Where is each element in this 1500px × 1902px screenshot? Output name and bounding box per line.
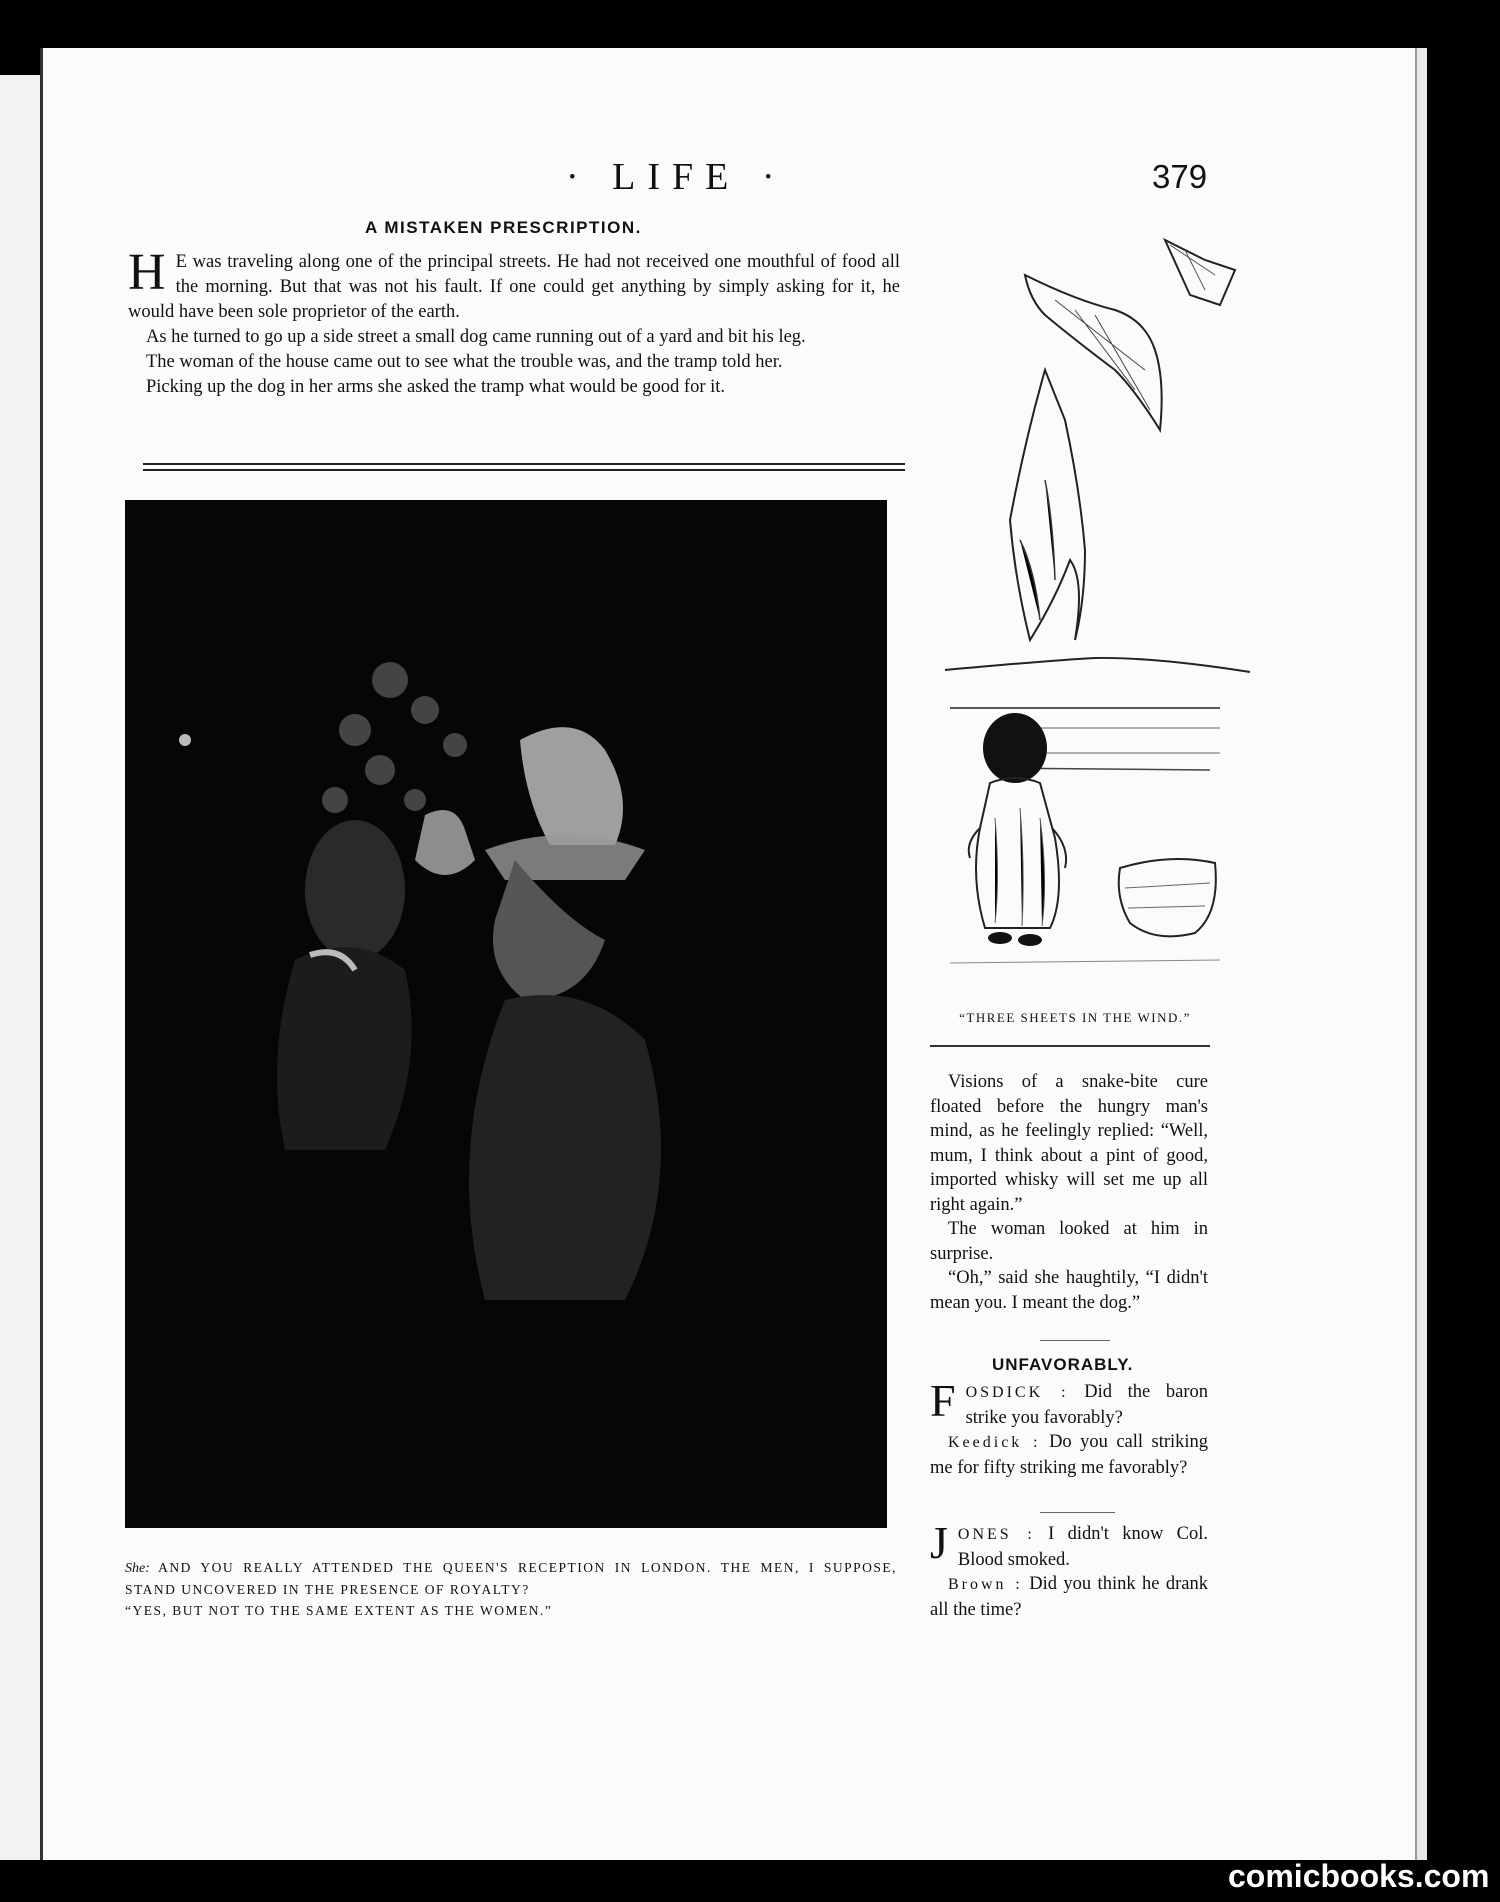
story-paragraph: The woman looked at him in surprise. [930, 1219, 1208, 1264]
story-paragraph: “Oh,” said she haughtily, “I didn't mean you. I meant the dog.” [930, 1268, 1208, 1313]
caption-line: AND YOU REALLY ATTENDED THE QUEEN'S RECEPTION IN LONDON. THE MEN, I SUPPOSE, STAND UNCOVERED IN THE PRESENCE OF ROYALTY? [125, 1560, 898, 1597]
story-continuation [930, 1070, 1208, 1315]
divider-rule [143, 469, 905, 471]
caption-speaker: She: [125, 1561, 150, 1576]
joke-line: JONES : I didn't know Col. Blood smoked. [930, 1517, 1208, 1570]
speaker-name: OSDICK : [965, 1384, 1069, 1401]
girl-with-basket-cartoon [930, 698, 1230, 1008]
drop-cap: H [128, 244, 166, 301]
story-headline: A MISTAKEN PRESCRIPTION. [365, 218, 642, 237]
joke-headline: UNFAVORABLY. [992, 1355, 1134, 1374]
flying-sheets-sketch [935, 220, 1255, 680]
divider-rule [143, 463, 905, 465]
page-number: 379 [1152, 158, 1208, 195]
speaker-name: Keedick : [948, 1434, 1041, 1451]
drop-cap: F [930, 1375, 956, 1426]
story-paragraph: H E was traveling along one of the principal streets. He had not received one mouthful of food all the morning. But that was not his fault. If one could get anything by simply asking for it, he would have been sole proprietor of the earth. [128, 244, 900, 322]
story-paragraph: The woman of the house came out to see what the trouble was, and the tramp told her. [146, 352, 783, 372]
joke-col-blood [930, 1517, 1208, 1622]
site-watermark: comicbooks.com [1228, 1858, 1490, 1894]
speaker-name: ONES : [957, 1526, 1035, 1543]
story-paragraph: Picking up the dog in her arms she asked the tramp what would be good for it. [146, 377, 726, 397]
story-paragraph: As he turned to go up a side street a small dog came running out of a yard and bit his leg. [146, 327, 806, 347]
illustration-caption [125, 1557, 897, 1621]
story-body [128, 244, 900, 400]
divider-rule [1040, 1512, 1115, 1513]
cartoon-caption: “THREE SHEETS IN THE WIND.” [959, 1010, 1191, 1025]
joke-line: FOSDICK : Did the baron strike you favorably? [930, 1375, 1208, 1428]
story-paragraph: Visions of a snake-bite cure floated before the hungry man's mind, as he feelingly replied: “Well, mum, I think about a pint of good, imported whisky will set me up all right again.” [930, 1072, 1208, 1215]
illustration-art [125, 500, 887, 1528]
divider-rule [1040, 1340, 1110, 1341]
divider-rule [930, 1045, 1210, 1047]
caption-line: “YES, BUT NOT TO THE SAME EXTENT AS THE WOMEN.” [125, 1603, 553, 1618]
magazine-title: · LIFE · [566, 156, 787, 198]
speaker-name: Brown : [948, 1576, 1023, 1593]
joke-line: Keedick : Do you call striking me for fifty striking me favorably? [930, 1432, 1209, 1478]
joke-line: Brown : Did you think he drank all the time? [930, 1574, 1208, 1620]
drop-cap: J [930, 1517, 948, 1568]
joke-unfavorably [930, 1375, 1209, 1480]
halftone-illustration [125, 500, 887, 1528]
right-page-edge [1415, 48, 1427, 1860]
